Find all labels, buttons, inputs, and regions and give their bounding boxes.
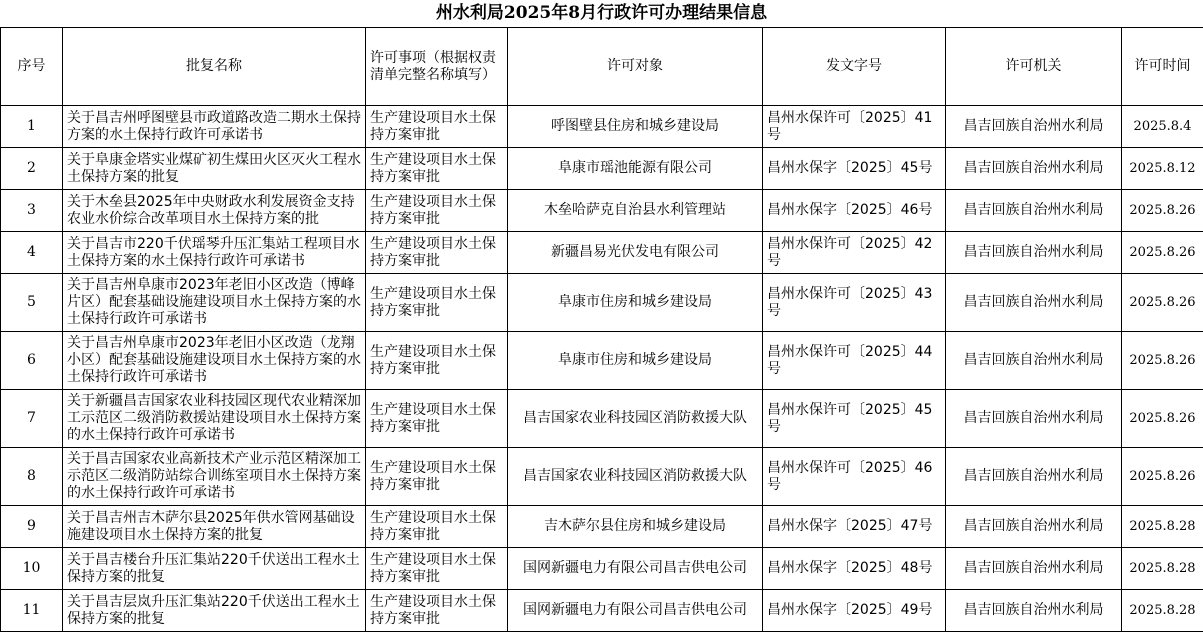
cell-item: 生产建设项目水土保持方案审批 (366, 590, 508, 632)
cell-seq: 11 (1, 590, 63, 632)
cell-date: 2025.8.28 (1122, 590, 1203, 632)
header-item: 许可事项（根据权责清单完整名称填写） (366, 28, 508, 106)
cell-name: 关于昌吉州呼图壁县市政道路改造二期水土保持方案的水土保持行政许可承诺书 (63, 106, 366, 148)
cell-doc-no: 昌州水保许可〔2025〕46号 (763, 448, 946, 506)
header-target: 许可对象 (508, 28, 763, 106)
table-row (1, 590, 1203, 632)
cell-target: 新疆昌易光伏发电有限公司 (508, 232, 763, 274)
cell-seq: 7 (1, 390, 63, 448)
cell-target: 呼图壁县住房和城乡建设局 (508, 106, 763, 148)
cell-target: 木垒哈萨克自治县水利管理站 (508, 190, 763, 232)
cell-date: 2025.8.26 (1122, 274, 1203, 332)
permit-results-table (0, 27, 1203, 632)
cell-date: 2025.8.4 (1122, 106, 1203, 148)
cell-seq: 6 (1, 332, 63, 390)
table-row (1, 390, 1203, 448)
cell-name: 关于昌吉国家农业高新技术产业示范区精深加工示范区二级消防站综合训练室项目水土保持方案的水土保持行政许可承诺书 (63, 448, 366, 506)
cell-item: 生产建设项目水土保持方案审批 (366, 106, 508, 148)
cell-target: 昌吉国家农业科技园区消防救援大队 (508, 448, 763, 506)
cell-item: 生产建设项目水土保持方案审批 (366, 332, 508, 390)
cell-item: 生产建设项目水土保持方案审批 (366, 548, 508, 590)
cell-doc-no: 昌州水保许可〔2025〕44号 (763, 332, 946, 390)
cell-authority: 昌吉回族自治州水利局 (946, 274, 1122, 332)
table-header-row (1, 28, 1203, 106)
table-row (1, 548, 1203, 590)
cell-date: 2025.8.28 (1122, 548, 1203, 590)
cell-name: 关于阜康金塔实业煤矿初生煤田火区灭火工程水土保持方案的批复 (63, 148, 366, 190)
cell-date: 2025.8.26 (1122, 190, 1203, 232)
cell-name: 关于昌吉州阜康市2023年老旧小区改造（博峰片区）配套基础设施建设项目水土保持方案的水土保持行政许可承诺书 (63, 274, 366, 332)
cell-target: 阜康市住房和城乡建设局 (508, 332, 763, 390)
header-date: 许可时间 (1122, 28, 1203, 106)
cell-item: 生产建设项目水土保持方案审批 (366, 274, 508, 332)
cell-authority: 昌吉回族自治州水利局 (946, 390, 1122, 448)
page-title: 州水利局2025年8月行政许可办理结果信息 (0, 0, 1203, 27)
cell-doc-no: 昌州水保许可〔2025〕45号 (763, 390, 946, 448)
cell-authority: 昌吉回族自治州水利局 (946, 332, 1122, 390)
cell-authority: 昌吉回族自治州水利局 (946, 106, 1122, 148)
cell-target: 吉木萨尔县住房和城乡建设局 (508, 506, 763, 548)
cell-target: 阜康市瑶池能源有限公司 (508, 148, 763, 190)
cell-date: 2025.8.28 (1122, 506, 1203, 548)
table-row (1, 148, 1203, 190)
cell-seq: 3 (1, 190, 63, 232)
cell-authority: 昌吉回族自治州水利局 (946, 590, 1122, 632)
cell-doc-no: 昌州水保字〔2025〕46号 (763, 190, 946, 232)
cell-seq: 9 (1, 506, 63, 548)
cell-doc-no: 昌州水保许可〔2025〕41号 (763, 106, 946, 148)
cell-name: 关于新疆昌吉国家农业科技园区现代农业精深加工示范区二级消防救援站建设项目水土保持方案的水土保持行政许可承诺书 (63, 390, 366, 448)
cell-authority: 昌吉回族自治州水利局 (946, 506, 1122, 548)
cell-item: 生产建设项目水土保持方案审批 (366, 448, 508, 506)
cell-seq: 2 (1, 148, 63, 190)
cell-target: 国网新疆电力有限公司昌吉供电公司 (508, 590, 763, 632)
cell-doc-no: 昌州水保字〔2025〕47号 (763, 506, 946, 548)
header-authority: 许可机关 (946, 28, 1122, 106)
cell-seq: 10 (1, 548, 63, 590)
cell-authority: 昌吉回族自治州水利局 (946, 148, 1122, 190)
cell-seq: 1 (1, 106, 63, 148)
cell-name: 关于昌吉州吉木萨尔县2025年供水管网基础设施建设项目水土保持方案的批复 (63, 506, 366, 548)
table-row (1, 232, 1203, 274)
cell-doc-no: 昌州水保字〔2025〕49号 (763, 590, 946, 632)
header-seq: 序号 (1, 28, 63, 106)
cell-name: 关于昌吉市220千伏瑶琴升压汇集站工程项目水土保持方案的水土保持行政许可承诺书 (63, 232, 366, 274)
table-row (1, 106, 1203, 148)
header-doc-no: 发文字号 (763, 28, 946, 106)
cell-seq: 8 (1, 448, 63, 506)
cell-date: 2025.8.26 (1122, 332, 1203, 390)
cell-date: 2025.8.26 (1122, 232, 1203, 274)
cell-doc-no: 昌州水保许可〔2025〕42号 (763, 232, 946, 274)
cell-doc-no: 昌州水保许可〔2025〕43号 (763, 274, 946, 332)
header-name: 批复名称 (63, 28, 366, 106)
cell-authority: 昌吉回族自治州水利局 (946, 548, 1122, 590)
cell-item: 生产建设项目水土保持方案审批 (366, 148, 508, 190)
cell-target: 昌吉国家农业科技园区消防救援大队 (508, 390, 763, 448)
cell-doc-no: 昌州水保字〔2025〕48号 (763, 548, 946, 590)
cell-date: 2025.8.26 (1122, 448, 1203, 506)
cell-date: 2025.8.12 (1122, 148, 1203, 190)
cell-target: 国网新疆电力有限公司昌吉供电公司 (508, 548, 763, 590)
cell-seq: 5 (1, 274, 63, 332)
cell-name: 关于昌吉层岚升压汇集站220千伏送出工程水土保持方案的批复 (63, 590, 366, 632)
table-row (1, 332, 1203, 390)
cell-authority: 昌吉回族自治州水利局 (946, 190, 1122, 232)
cell-authority: 昌吉回族自治州水利局 (946, 232, 1122, 274)
cell-item: 生产建设项目水土保持方案审批 (366, 390, 508, 448)
cell-date: 2025.8.26 (1122, 390, 1203, 448)
cell-authority: 昌吉回族自治州水利局 (946, 448, 1122, 506)
table-row (1, 448, 1203, 506)
cell-item: 生产建设项目水土保持方案审批 (366, 232, 508, 274)
table-row (1, 190, 1203, 232)
cell-item: 生产建设项目水土保持方案审批 (366, 506, 508, 548)
cell-doc-no: 昌州水保字〔2025〕45号 (763, 148, 946, 190)
cell-seq: 4 (1, 232, 63, 274)
table-row (1, 274, 1203, 332)
cell-name: 关于木垒县2025年中央财政水利发展资金支持农业水价综合改革项目水土保持方案的批 (63, 190, 366, 232)
table-row (1, 506, 1203, 548)
cell-item: 生产建设项目水土保持方案审批 (366, 190, 508, 232)
cell-name: 关于昌吉楼台升压汇集站220千伏送出工程水土保持方案的批复 (63, 548, 366, 590)
cell-target: 阜康市住房和城乡建设局 (508, 274, 763, 332)
cell-name: 关于昌吉州阜康市2023年老旧小区改造（龙翔小区）配套基础设施建设项目水土保持方案的水土保持行政许可承诺书 (63, 332, 366, 390)
